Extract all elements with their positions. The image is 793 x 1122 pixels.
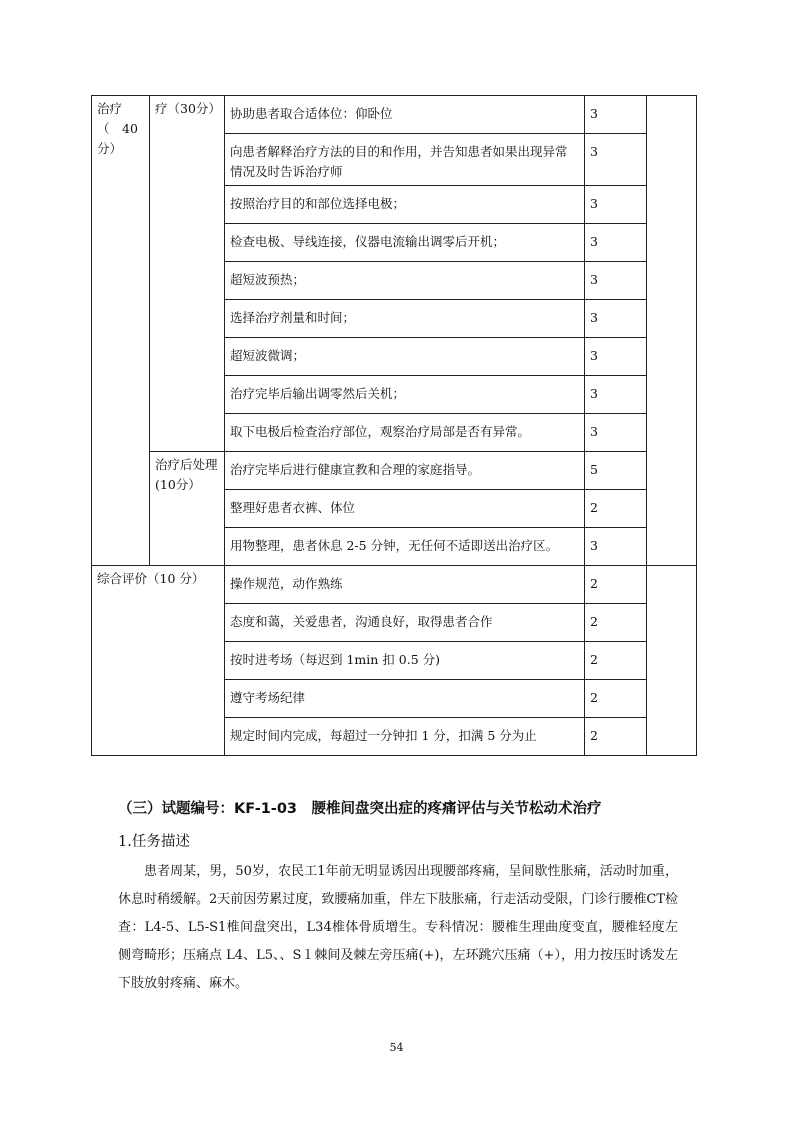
item-cell: 按时进考场（每迟到 1min 扣 0.5 分) <box>225 642 585 680</box>
category-cell: 综合评价（10 分） <box>92 566 225 756</box>
score-cell: 3 <box>585 262 647 300</box>
item-cell: 向患者解释治疗方法的目的和作用，并告知患者如果出现异常情况及时告诉治疗师 <box>225 134 585 186</box>
item-cell: 态度和蔼，关爱患者，沟通良好，取得患者合作 <box>225 604 585 642</box>
category-label: 治疗 <box>97 101 123 116</box>
table-row <box>92 452 697 490</box>
score-cell: 2 <box>585 490 647 528</box>
subcategory-cell: 疗（30分） <box>150 96 225 452</box>
item-cell: 协助患者取合适体位：仰卧位 <box>225 96 585 134</box>
score-cell: 3 <box>585 414 647 452</box>
item-cell: 按照治疗目的和部位选择电极； <box>225 186 585 224</box>
item-cell: 用物整理，患者休息 2-5 分钟，无任何不适即送出治疗区。 <box>225 528 585 566</box>
category-label: （ 40 <box>97 121 138 136</box>
item-cell: 治疗完毕后输出调零然后关机； <box>225 376 585 414</box>
item-cell: 操作规范，动作熟练 <box>225 566 585 604</box>
item-cell: 规定时间内完成，每超过一分钟扣 1 分，扣满 5 分为止 <box>225 718 585 756</box>
score-cell: 3 <box>585 376 647 414</box>
item-cell: 遵守考场纪律 <box>225 680 585 718</box>
score-cell: 3 <box>585 338 647 376</box>
item-cell: 治疗完毕后进行健康宣教和合理的家庭指导。 <box>225 452 585 490</box>
item-cell: 检查电极、导线连接，仪器电流输出调零后开机； <box>225 224 585 262</box>
task-description-title: 1.任务描述 <box>118 834 190 850</box>
score-cell: 2 <box>585 718 647 756</box>
scoring-table <box>91 95 697 756</box>
score-cell: 5 <box>585 452 647 490</box>
score-cell: 3 <box>585 134 647 186</box>
score-cell: 3 <box>585 224 647 262</box>
category-label: 分） <box>97 141 123 156</box>
score-cell: 3 <box>585 300 647 338</box>
item-cell: 超短波微调； <box>225 338 585 376</box>
item-cell: 取下电极后检查治疗部位，观察治疗局部是否有异常。 <box>225 414 585 452</box>
score-cell: 2 <box>585 680 647 718</box>
item-cell: 选择治疗剂量和时间； <box>225 300 585 338</box>
score-cell: 3 <box>585 528 647 566</box>
table-row <box>92 566 697 604</box>
score-cell: 3 <box>585 96 647 134</box>
subcategory-cell: 治疗后处理(10分） <box>150 452 225 566</box>
category-cell <box>92 96 150 566</box>
question-heading: （三）试题编号：KF-1-03 腰椎间盘突出症的疼痛评估与关节松动术治疗 <box>118 801 602 817</box>
score-cell: 2 <box>585 604 647 642</box>
score-cell: 2 <box>585 566 647 604</box>
case-description: 患者周某，男，50岁，农民工1年前无明显诱因出现腰部疼痛，呈间歇性胀痛，活动时加重，休息时稍缓解。2天前因劳累过度，致腰痛加重，伴左下肢胀痛，行走活动受限，门诊行腰椎CT检查：L4-5、L5-S1椎间盘突出，L34椎体骨质增生。专科情况：腰椎生理曲度变直，腰椎轻度左侧弯畸形；压痛点 L4、L5、、S１棘间及棘左旁压痛(+)，左环跳穴压痛（+），用力按压时诱发左下肢放射疼痛、麻木。 <box>118 864 678 991</box>
table-row <box>92 96 697 134</box>
item-cell: 超短波预热； <box>225 262 585 300</box>
item-cell: 整理好患者衣裤、体位 <box>225 490 585 528</box>
score-cell: 2 <box>585 642 647 680</box>
score-cell: 3 <box>585 186 647 224</box>
blank-cell <box>647 566 697 756</box>
blank-cell <box>647 96 697 566</box>
page-number: 54 <box>389 1041 404 1054</box>
